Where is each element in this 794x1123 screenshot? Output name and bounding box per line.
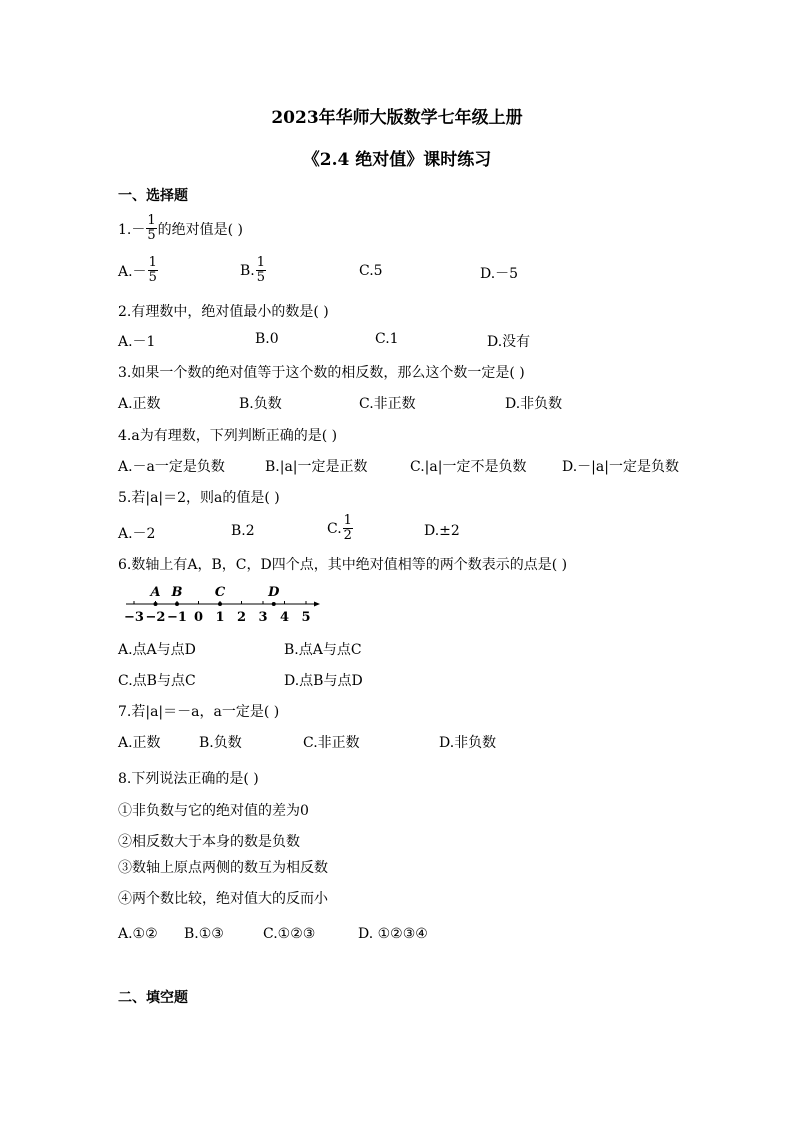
q5-c-num: 1 (343, 513, 352, 528)
q1-b-fraction (256, 256, 266, 285)
q6-option-b: B.点A与点C (284, 642, 362, 658)
q8-statement-4: ④两个数比较，绝对值大的反而小 (118, 891, 328, 907)
number-line-tick-label: 4 (279, 610, 290, 625)
q1-frac-den: 5 (147, 228, 156, 243)
question-6: 6.数轴上有A，B，C，D四个点，其中绝对值相等的两个数表示的点是( ) (118, 557, 568, 573)
q7-option-b: B.负数 (199, 735, 242, 751)
q1-option-d: D.－5 (480, 266, 519, 282)
q1-option-c: C.5 (359, 263, 383, 279)
question-1 (118, 214, 243, 243)
number-line-tick-label: 0 (193, 610, 204, 625)
document-subtitle: 《2.4 绝对值》课时练习 (302, 150, 492, 170)
q1-option-a (118, 256, 159, 285)
q5-c-fraction (343, 514, 353, 543)
number-line (124, 582, 324, 626)
number-line-tick-label: −3 (124, 610, 144, 625)
number-line-tick-label: 2 (236, 610, 247, 625)
q6-option-a: A.点A与点D (118, 642, 196, 658)
q6-option-d: D.点B与点D (284, 673, 363, 689)
number-line-arrow (314, 602, 320, 607)
number-line-point (218, 602, 222, 606)
number-line-point-label: A (150, 585, 161, 600)
q5-option-c (327, 514, 354, 543)
number-line-tick-label: 3 (258, 610, 268, 625)
q5-option-d: D.±2 (424, 523, 460, 539)
section-heading-choice: 一、选择题 (118, 188, 188, 204)
question-2: 2.有理数中，绝对值最小的数是( ) (118, 304, 329, 320)
q7-option-d: D.非负数 (439, 735, 497, 751)
number-line-point-label: C (214, 585, 226, 600)
q7-option-c: C.非正数 (303, 735, 360, 751)
q1-a-fraction (148, 256, 158, 285)
q5-option-b: B.2 (231, 523, 255, 539)
q1-a-num: 1 (148, 255, 157, 270)
q1-a-prefix: A.－ (118, 263, 147, 280)
q4-option-b: B.|a|一定是正数 (265, 459, 368, 475)
q1-b-den: 5 (256, 270, 266, 285)
number-line-point (175, 602, 179, 606)
q8-option-d: D. ①②③④ (358, 926, 428, 942)
question-8: 8.下列说法正确的是( ) (118, 771, 259, 787)
q1-option-b (240, 256, 267, 285)
number-line-tick-label: 5 (301, 610, 311, 625)
q8-option-b: B.①③ (184, 926, 224, 942)
q1-frac-num: 1 (147, 213, 156, 228)
q1-prefix: 1.－ (118, 221, 146, 238)
question-3: 3.如果一个数的绝对值等于这个数的相反数，那么这个数一定是( ) (118, 365, 525, 381)
q8-option-c: C.①②③ (263, 926, 316, 942)
q4-option-d: D.－|a|一定是负数 (562, 459, 679, 475)
q3-option-c: C.非正数 (359, 396, 416, 412)
q3-option-b: B.负数 (239, 396, 282, 412)
q8-statement-2: ②相反数大于本身的数是负数 (118, 834, 300, 850)
q8-statement-3: ③数轴上原点两侧的数互为相反数 (118, 860, 328, 876)
q1-b-prefix: B. (240, 262, 255, 279)
q8-statement-1: ①非负数与它的绝对值的差为0 (118, 803, 309, 819)
q3-option-a: A.正数 (118, 396, 161, 412)
q2-option-a: A.－1 (118, 334, 156, 350)
q2-option-b: B.0 (255, 331, 279, 347)
number-line-tick-label: −1 (167, 610, 187, 625)
section-heading-fill: 二、填空题 (118, 990, 188, 1006)
q6-option-c: C.点B与点C (118, 673, 196, 689)
q2-option-d: D.没有 (487, 334, 531, 350)
q8-option-a: A.①② (118, 926, 158, 942)
document-title: 2023年华师大版数学七年级上册 (271, 108, 523, 128)
question-7: 7.若|a|＝－a，a一定是( ) (118, 704, 280, 720)
q4-option-c: C.|a|一定不是负数 (410, 459, 527, 475)
q2-option-c: C.1 (375, 331, 399, 347)
q7-option-a: A.正数 (118, 735, 161, 751)
q1-b-num: 1 (256, 255, 266, 270)
question-4: 4.a为有理数，下列判断正确的是( ) (118, 428, 338, 444)
q1-fraction (146, 214, 156, 243)
number-line-point-label: D (268, 585, 280, 600)
number-line-tick-label: −2 (145, 610, 166, 625)
number-line-point (154, 602, 158, 606)
q1-a-den: 5 (148, 270, 157, 285)
q5-c-den: 2 (343, 528, 352, 543)
q5-option-a: A.－2 (118, 526, 156, 542)
number-line-point (272, 602, 276, 606)
q5-c-prefix: C. (327, 520, 342, 537)
q4-option-a: A.－a一定是负数 (118, 459, 225, 475)
number-line-point-label: B (171, 585, 183, 600)
q1-suffix: 的绝对值是( ) (157, 221, 244, 238)
question-5: 5.若|a|＝2，则a的值是( ) (118, 490, 280, 506)
number-line-tick-label: 1 (215, 610, 225, 625)
q3-option-d: D.非负数 (505, 396, 563, 412)
